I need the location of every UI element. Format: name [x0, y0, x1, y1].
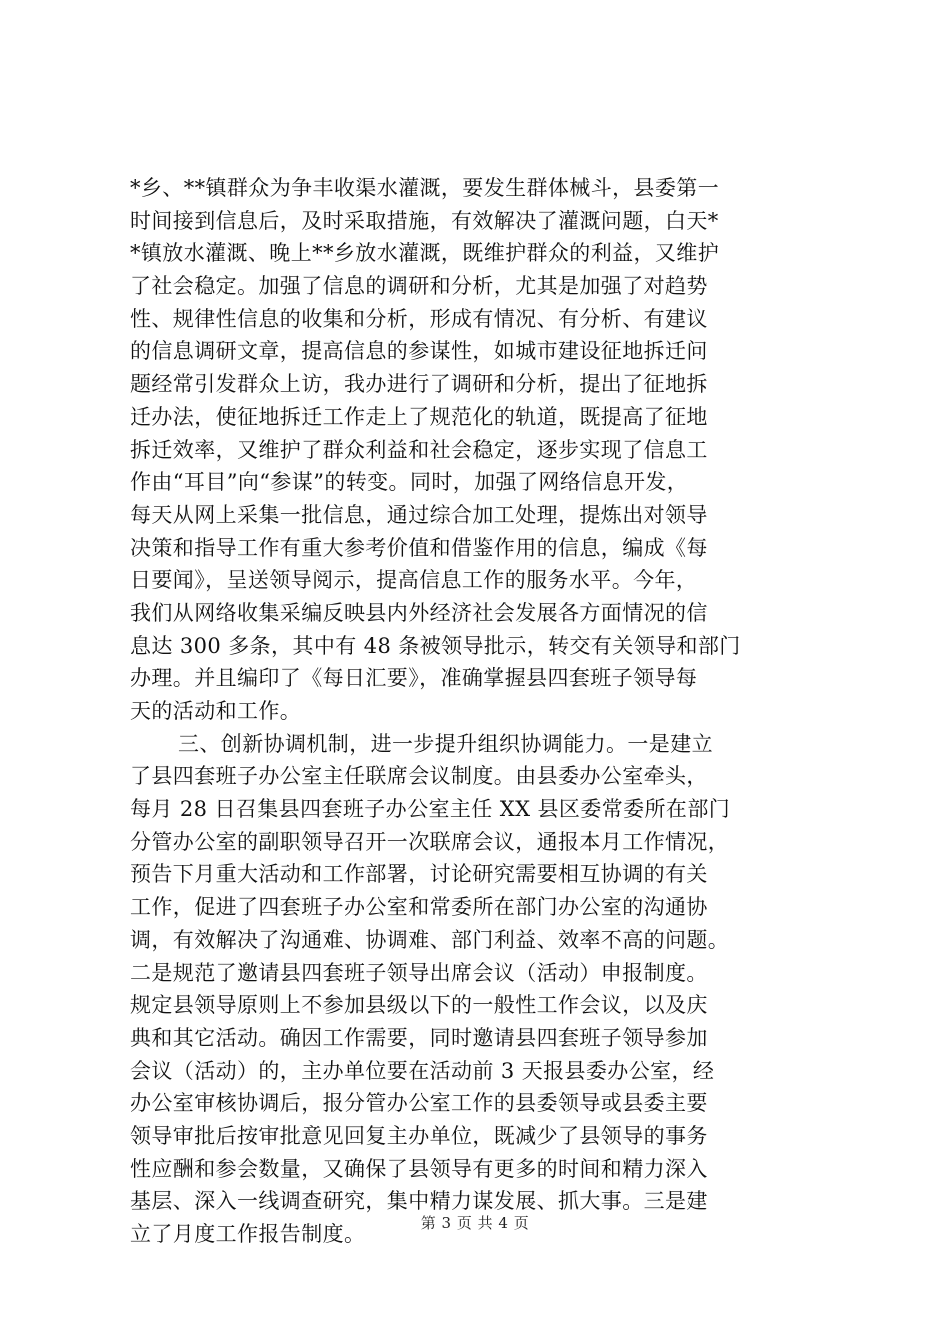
text-line: 了社会稳定。加强了信息的调研和分析，尤其是加强了对趋势: [130, 274, 708, 299]
text-line: 规定县领导原则上不参加县级以下的一般性工作会议，以及庆: [130, 993, 708, 1018]
text-line: 题经常引发群众上访，我办进行了调研和分析，提出了征地拆: [130, 372, 708, 397]
text-line: 工作，促进了四套班子办公室和常委所在部门办公室的沟通协: [130, 895, 708, 920]
text-line: *乡、**镇群众为争丰收渠水灌溉，要发生群体械斗，县委第一: [130, 176, 720, 200]
text-line: 二是规范了邀请县四套班子领导出席会议（活动）申报制度。: [130, 960, 708, 985]
text-line: 决策和指导工作有重大参考价值和借鉴作用的信息，编成《每: [130, 535, 708, 560]
text-line: 立了月度工作报告制度。: [130, 1222, 366, 1246]
text-line: 天的活动和工作。: [130, 699, 302, 723]
text-line: 作由“耳目”向“参谋”的转变。同时，加强了网络信息开发，: [130, 470, 689, 495]
text-line: 性、规律性信息的收集和分析，形成有情况、有分析、有建议: [130, 306, 708, 331]
page-number-label: 第 3 页 共 4 页: [420, 1214, 530, 1232]
text-line: 日要闻》，呈送领导阅示，提高信息工作的服务水平。今年，: [130, 568, 698, 593]
text-line: 了县四套班子办公室主任联席会议制度。由县委办公室牵头，: [130, 764, 708, 789]
text-line: 办公室审核协调后，报分管办公室工作的县委领导或县委主要: [130, 1091, 708, 1116]
text-line: 基层、深入一线调查研究，集中精力谋发展、抓大事。三是建: [130, 1189, 708, 1214]
text-line: 每天从网上采集一批信息，通过综合加工处理，提炼出对领导: [130, 502, 708, 527]
paragraph-start-line: 三、创新协调机制，进一步提升组织协调能力。一是建立: [178, 731, 713, 756]
text-line: 时间接到信息后，及时采取措施，有效解决了灌溉问题，白天*: [130, 208, 719, 233]
text-line: 办理。并且编印了《每日汇要》，准确掌握县四套班子领导每: [130, 666, 698, 691]
text-line: 预告下月重大活动和工作部署，讨论研究需要相互协调的有关: [130, 862, 708, 887]
page-footer: [0, 1212, 950, 1233]
text-line: *镇放水灌溉、晚上**乡放水灌溉，既维护群众的利益，又维护: [130, 241, 720, 266]
text-line: 性应酬和参会数量，又确保了县领导有更多的时间和精力深入: [130, 1156, 708, 1181]
text-line: 会议（活动）的，主办单位要在活动前 3 天报县委办公室，经: [130, 1058, 715, 1083]
text-line: 拆迁效率，又维护了群众利益和社会稳定，逐步实现了信息工: [130, 437, 708, 462]
text-line: 调，有效解决了沟通难、协调难、部门利益、效率不高的问题。: [130, 927, 730, 952]
text-line: 领导审批后按审批意见回复主办单位，既减少了县领导的事务: [130, 1123, 708, 1148]
text-line: 分管办公室的副职领导召开一次联席会议，通报本月工作情况，: [130, 829, 730, 854]
text-line: 迁办法，使征地拆迁工作走上了规范化的轨道，既提高了征地: [130, 404, 708, 429]
text-line: 典和其它活动。确因工作需要，同时邀请县四套班子领导参加: [130, 1025, 708, 1050]
text-line: 的信息调研文章，提高信息的参谋性，如城市建设征地拆迁问: [130, 339, 708, 364]
text-line: 我们从网络收集采编反映县内外经济社会发展各方面情况的信: [130, 600, 708, 625]
text-line: 每月 28 日召集县四套班子办公室主任 XX 县区委常委所在部门: [130, 797, 731, 822]
text-line: 息达 300 多条，其中有 48 条被领导批示，转交有关领导和部门: [130, 633, 741, 658]
body-text: [130, 172, 830, 1251]
